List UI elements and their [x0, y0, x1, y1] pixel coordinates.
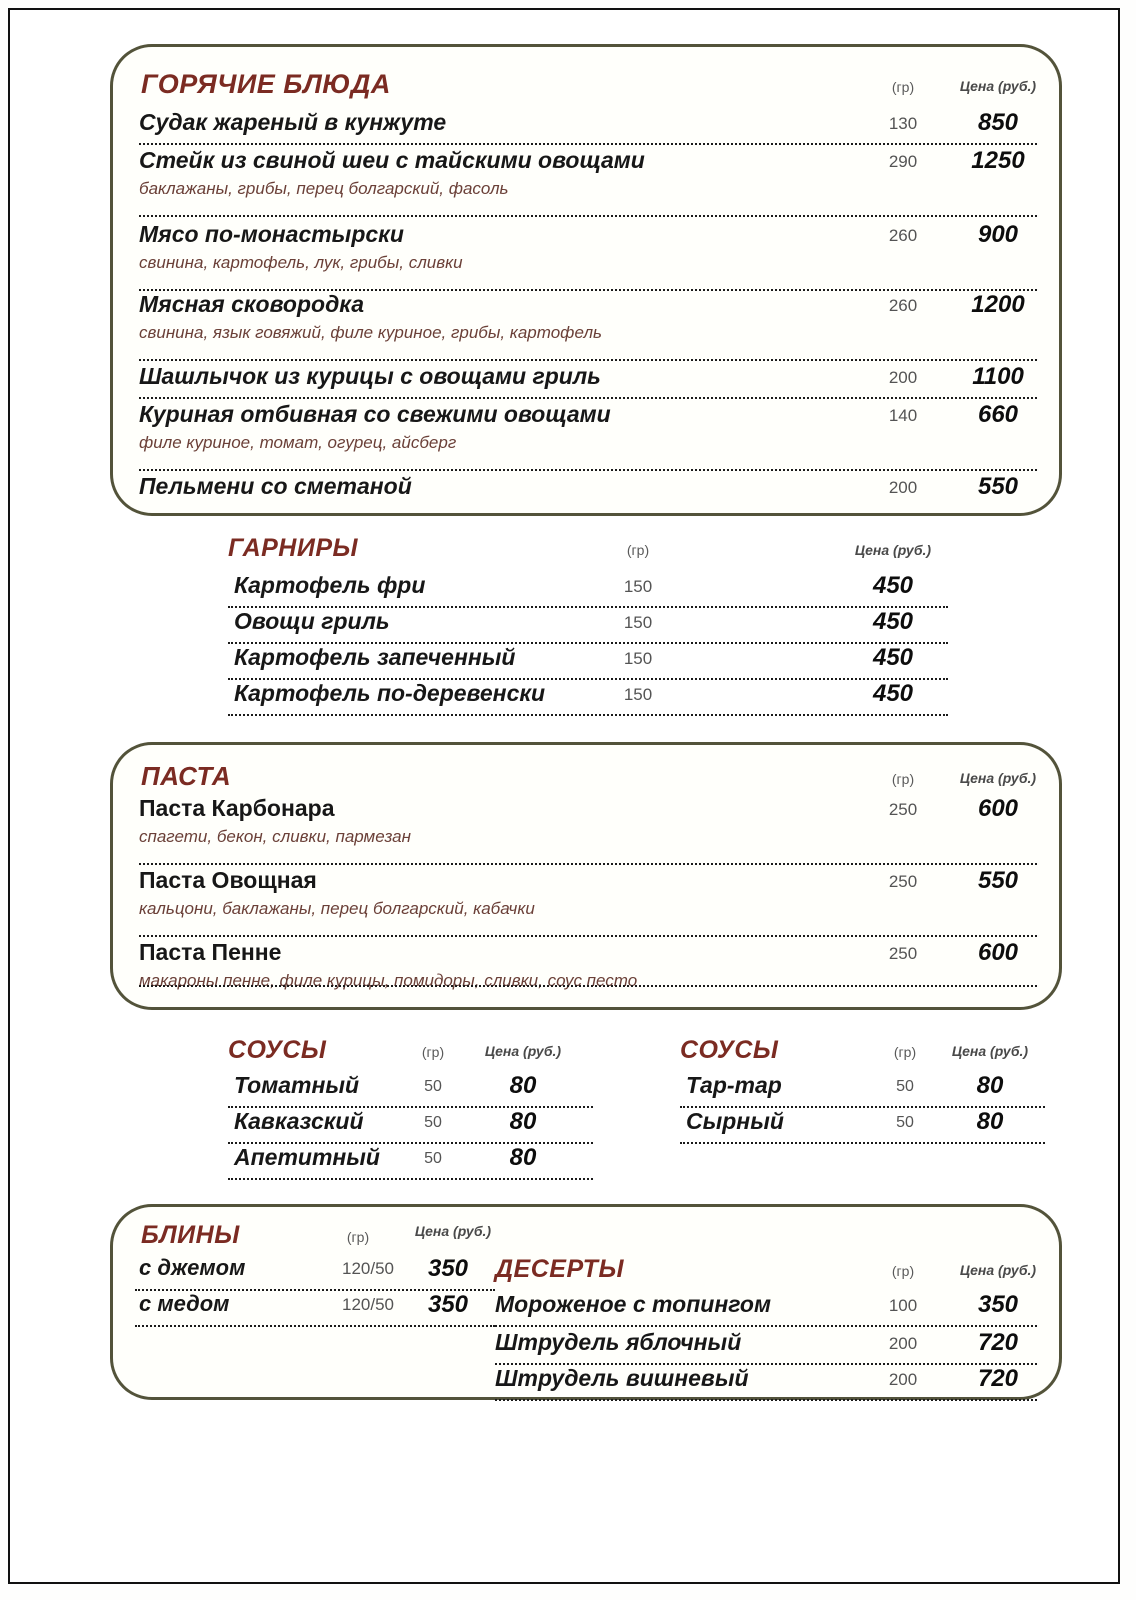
item-price: 80	[976, 1072, 1004, 1099]
item-grams: 140	[888, 406, 918, 425]
item-name: Паста Пенне	[139, 939, 282, 965]
item-name: Судак жареный в кунжуте	[139, 109, 447, 135]
item-grams: 120/50	[342, 1295, 394, 1314]
column-header-price-pancakes: Цена (руб.)	[414, 1223, 492, 1239]
item-price: 720	[977, 1365, 1019, 1392]
section-sauces-right	[680, 1036, 1045, 1151]
item-price: 80	[509, 1108, 537, 1135]
item-grams: 130	[888, 114, 918, 133]
column-header-price-garnishes: Цена (руб.)	[854, 542, 932, 558]
section-sauces-left	[228, 1036, 593, 1186]
column-header-grams-desserts: (гр)	[891, 1263, 915, 1279]
column-header-grams-sauces-left: (гр)	[421, 1044, 445, 1060]
item-ingredients: макароны пенне, филе курицы, помидоры, сливки, соус песто	[139, 971, 638, 990]
item-name: Штрудель яблочный	[495, 1329, 742, 1355]
item-grams: 250	[888, 944, 918, 963]
item-price: 350	[977, 1291, 1019, 1318]
item-name: Мясная сковородка	[139, 291, 365, 317]
item-grams: 200	[888, 478, 918, 497]
item-grams: 120/50	[342, 1259, 394, 1278]
item-grams: 50	[424, 1078, 442, 1095]
column-header-price-sauces-left: Цена (руб.)	[484, 1043, 562, 1059]
item-grams: 50	[896, 1114, 914, 1131]
item-name: с джемом	[139, 1255, 246, 1280]
item-name: с медом	[139, 1291, 230, 1316]
row-separator	[139, 985, 1037, 987]
row-separator	[139, 863, 1037, 865]
section-title-hot-dishes: ГОРЯЧИЕ БЛЮДА	[141, 69, 391, 99]
item-name: Мороженое с топингом	[495, 1291, 771, 1317]
row-separator	[680, 1142, 1045, 1144]
row-separator	[495, 1325, 1037, 1327]
item-price: 1200	[971, 291, 1025, 318]
item-name: Тар-тар	[686, 1072, 782, 1098]
item-name: Штрудель вишневый	[495, 1365, 749, 1391]
item-name: Картофель фри	[234, 572, 426, 598]
item-name: Овощи гриль	[234, 608, 390, 634]
row-separator	[135, 1325, 495, 1327]
section-card-pasta	[110, 742, 1062, 1010]
item-grams: 200	[888, 1370, 918, 1389]
item-price: 80	[509, 1144, 537, 1171]
item-price: 850	[977, 109, 1019, 136]
item-price: 550	[977, 867, 1019, 894]
column-header-price-desserts: Цена (руб.)	[959, 1262, 1037, 1278]
item-ingredients: свинина, картофель, лук, грибы, сливки	[139, 253, 463, 272]
item-ingredients: филе куриное, томат, огурец, айсберг	[139, 433, 457, 452]
row-separator	[139, 469, 1037, 471]
column-header-grams-pasta: (гр)	[891, 771, 915, 787]
item-name: Картофель запеченный	[234, 644, 516, 670]
item-grams: 200	[888, 368, 918, 387]
item-name: Сырный	[686, 1108, 784, 1134]
column-header-grams-hot-dishes: (гр)	[891, 79, 915, 95]
item-grams: 150	[623, 613, 653, 632]
column-header-price-hot-dishes: Цена (руб.)	[959, 78, 1037, 94]
item-price: 80	[976, 1108, 1004, 1135]
item-grams: 250	[888, 872, 918, 891]
row-separator	[139, 143, 1037, 145]
column-header-price-pasta: Цена (руб.)	[959, 770, 1037, 786]
item-price: 350	[427, 1291, 469, 1318]
section-title-pasta: ПАСТА	[141, 761, 232, 791]
item-price: 720	[977, 1329, 1019, 1356]
row-separator	[139, 935, 1037, 937]
item-grams: 250	[888, 800, 918, 819]
section-title-pancakes: БЛИНЫ	[141, 1221, 240, 1249]
item-ingredients: спагети, бекон, сливки, пармезан	[139, 827, 411, 846]
item-grams: 150	[623, 649, 653, 668]
item-price: 350	[427, 1255, 469, 1282]
row-separator	[139, 359, 1037, 361]
section-garnishes	[228, 534, 948, 714]
item-name: Куриная отбивная со свежими овощами	[139, 401, 611, 427]
row-separator	[228, 714, 948, 716]
item-name: Кавказский	[234, 1108, 364, 1134]
item-grams: 150	[623, 577, 653, 596]
item-ingredients: свинина, язык говяжий, филе куриное, грибы, картофель	[139, 323, 602, 342]
row-separator	[228, 1178, 593, 1180]
item-name: Апетитный	[234, 1144, 380, 1170]
row-separator	[495, 1399, 1037, 1401]
item-price: 1250	[971, 147, 1025, 174]
item-ingredients: кальцони, баклажаны, перец болгарский, кабачки	[139, 899, 535, 918]
item-name: Картофель по-деревенски	[234, 680, 546, 706]
row-separator	[139, 215, 1037, 217]
item-price: 450	[872, 608, 914, 635]
item-price: 1100	[972, 363, 1024, 390]
item-grams: 150	[623, 685, 653, 704]
item-price: 900	[977, 221, 1019, 248]
item-price: 550	[977, 473, 1019, 500]
item-price: 450	[872, 572, 914, 599]
item-price: 80	[509, 1072, 537, 1099]
item-grams: 290	[888, 152, 918, 171]
item-name: Томатный	[234, 1072, 360, 1098]
item-grams: 50	[896, 1078, 914, 1095]
column-header-grams-garnishes: (гр)	[626, 542, 650, 558]
section-title-desserts: ДЕСЕРТЫ	[495, 1255, 624, 1283]
item-grams: 200	[888, 1334, 918, 1353]
row-separator	[139, 397, 1037, 399]
item-price: 600	[977, 795, 1019, 822]
item-grams: 260	[888, 296, 918, 315]
item-ingredients: баклажаны, грибы, перец болгарский, фасоль	[139, 179, 509, 198]
section-title-garnishes: ГАРНИРЫ	[228, 534, 359, 562]
item-price: 450	[872, 680, 914, 707]
item-grams: 100	[888, 1296, 918, 1315]
item-name: Стейк из свиной шеи с тайскими овощами	[139, 147, 645, 173]
item-name: Мясо по-монастырски	[139, 221, 404, 247]
section-card-hot-dishes	[110, 44, 1062, 516]
column-header-grams-sauces-right: (гр)	[893, 1044, 917, 1060]
column-header-price-sauces-right: Цена (руб.)	[951, 1043, 1029, 1059]
item-price: 660	[977, 401, 1019, 428]
item-grams: 50	[424, 1150, 442, 1167]
item-price: 450	[872, 644, 914, 671]
item-name: Паста Овощная	[139, 867, 317, 893]
item-price: 600	[977, 939, 1019, 966]
item-name: Пельмени со сметаной	[139, 473, 412, 499]
item-name: Паста Карбонара	[139, 795, 335, 821]
section-card-pancakes-desserts	[110, 1204, 1062, 1400]
item-name: Шашлычок из курицы с овощами гриль	[139, 363, 601, 389]
section-title-sauces-left: СОУСЫ	[228, 1036, 327, 1064]
section-title-sauces-right: СОУСЫ	[680, 1036, 779, 1064]
item-grams: 50	[424, 1114, 442, 1131]
column-header-grams-pancakes: (гр)	[346, 1229, 370, 1245]
item-grams: 260	[888, 226, 918, 245]
